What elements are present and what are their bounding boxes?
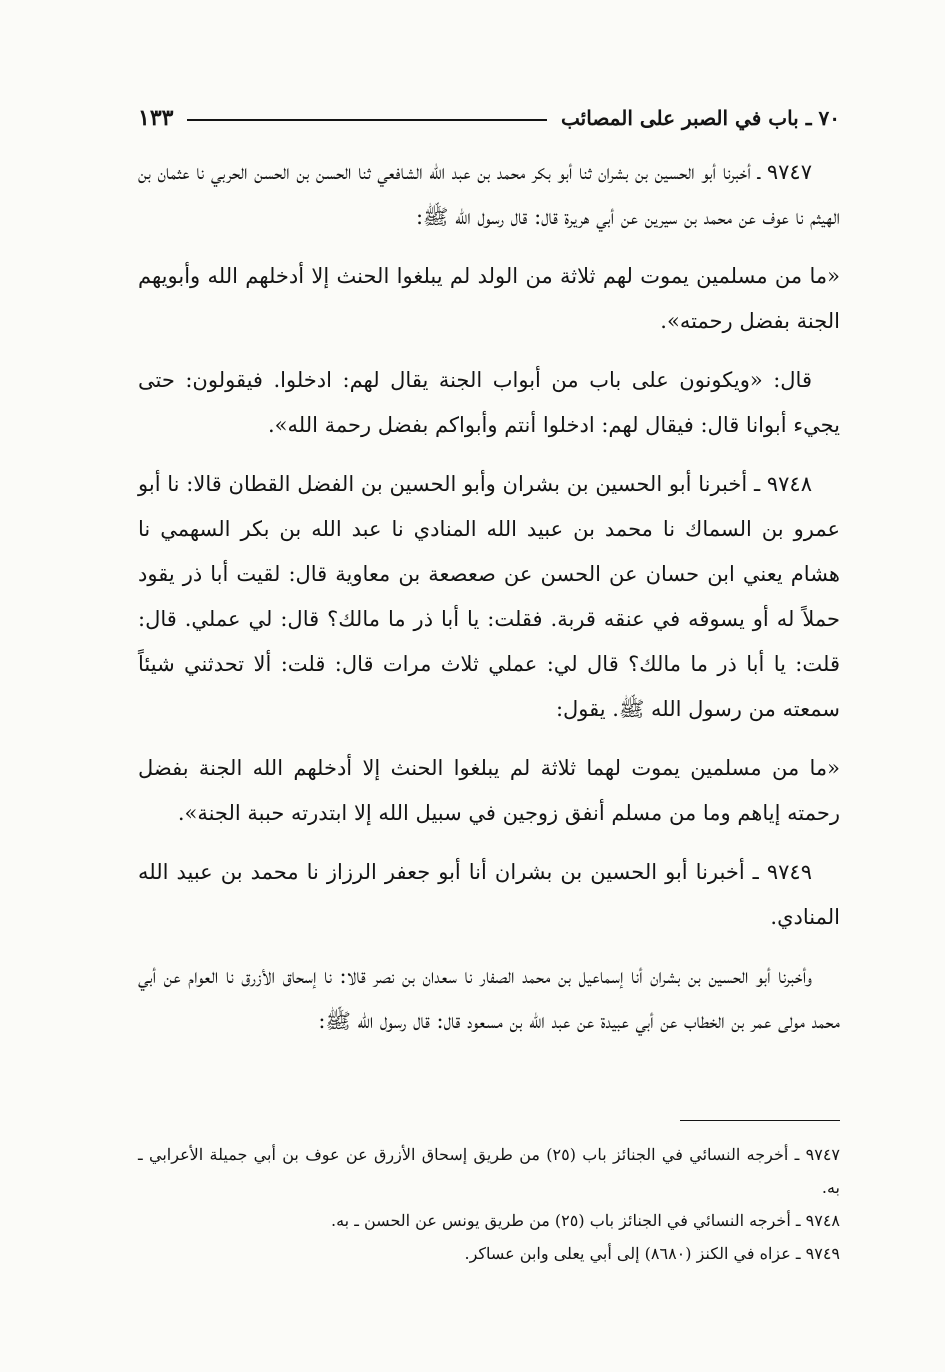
footnote-9749: ٩٧٤٩ ـ عزاه في الكنز (٨٦٨٠) إلى أبي يعلى وابن عساكر. <box>464 1244 840 1263</box>
header-rule <box>187 119 547 121</box>
hadith-9749-second-chain: وأخبرنا أبو الحسين بن بشران أنا إسماعيل بن محمد الصفار نا سعدان بن نصر قالا: نا إسحاق الأزرق نا العوام عن أبي محمد مولى عمر بن الخطاب عن أبي عبيدة عن عبد الله بن مسعود قال: قال رسول الله ﷺ: <box>138 964 840 1033</box>
hadith-9748-text: «ما من مسلمين يموت لهما ثلاثة لم يبلغوا الحنث إلا أدخلهم الله الجنة بفضل رحمته إياهم وما من مسلم أنفق زوجين في سبيل الله إلا ابتدرته حببة الجنة». <box>138 756 840 825</box>
footnote-9747: ٩٧٤٧ ـ أخرجه النسائي في الجنائز باب (٢٥) من طريق إسحاق الأزرق عن عوف بن أبي جميلة الأعرابي ـ به. <box>138 1145 840 1197</box>
hadith-9747-chain: ٩٧٤٧ ـ أخبرنا أبو الحسين بن بشران ثنا أبو بكر محمد بن عبد الله الشافعي ثنا الحسن بن الحسن الحربي نا عثمان بن الهيثم نا عوف عن محمد بن سيرين عن أبي هريرة قال: قال رسول الله ﷺ: <box>138 160 840 229</box>
footnote-divider <box>680 1120 840 1121</box>
chapter-title: ٧٠ ـ باب في الصبر على المصائب <box>561 106 840 130</box>
hadith-9747-continuation: قال: «ويكونون على باب من أبواب الجنة يقال لهم: ادخلوا. فيقولون: حتى يجيء أبوانا قال: فيقال لهم: ادخلوا أنتم وأبواكم بفضل رحمة الله». <box>138 368 840 437</box>
footnotes <box>138 1138 840 1270</box>
hadith-9748-chain: ٩٧٤٨ ـ أخبرنا أبو الحسين بن بشران وأبو الحسين بن الفضل القطان قالا: نا أبو عمرو بن السماك نا محمد بن عبيد الله المنادي نا عبد الله بن بكر السهمي نا هشام يعني ابن حسان عن الحسن عن صعصعة بن معاوية قال: لقيت أبا ذر يقود حملاً له أو يسوقه في عنقه قربة. فقلت: يا أبا ذر ما مالك؟ قال: لي عملي. قال: قلت: يا أبا ذر ما مالك؟ قال لي: عملي ثلاث مرات قال: قلت: ألا تحدثني شيئاً سمعته من رسول الله ﷺ. يقول: <box>138 472 840 721</box>
main-text <box>138 150 840 1058</box>
hadith-9749-chain: ٩٧٤٩ ـ أخبرنا أبو الحسين بن بشران أنا أبو جعفر الرزاز نا محمد بن عبيد الله المنادي. <box>138 860 840 929</box>
running-header <box>138 100 840 136</box>
hadith-9747-text: «ما من مسلمين يموت لهم ثلاثة من الولد لم يبلغوا الحنث إلا أدخلهم الله وأبويهم الجنة بفضل رحمته». <box>138 264 840 333</box>
footnote-9748: ٩٧٤٨ ـ أخرجه النسائي في الجنائز باب (٢٥) من طريق يونس عن الحسن ـ به. <box>331 1211 840 1230</box>
page-number: ١٣٣ <box>138 105 174 131</box>
